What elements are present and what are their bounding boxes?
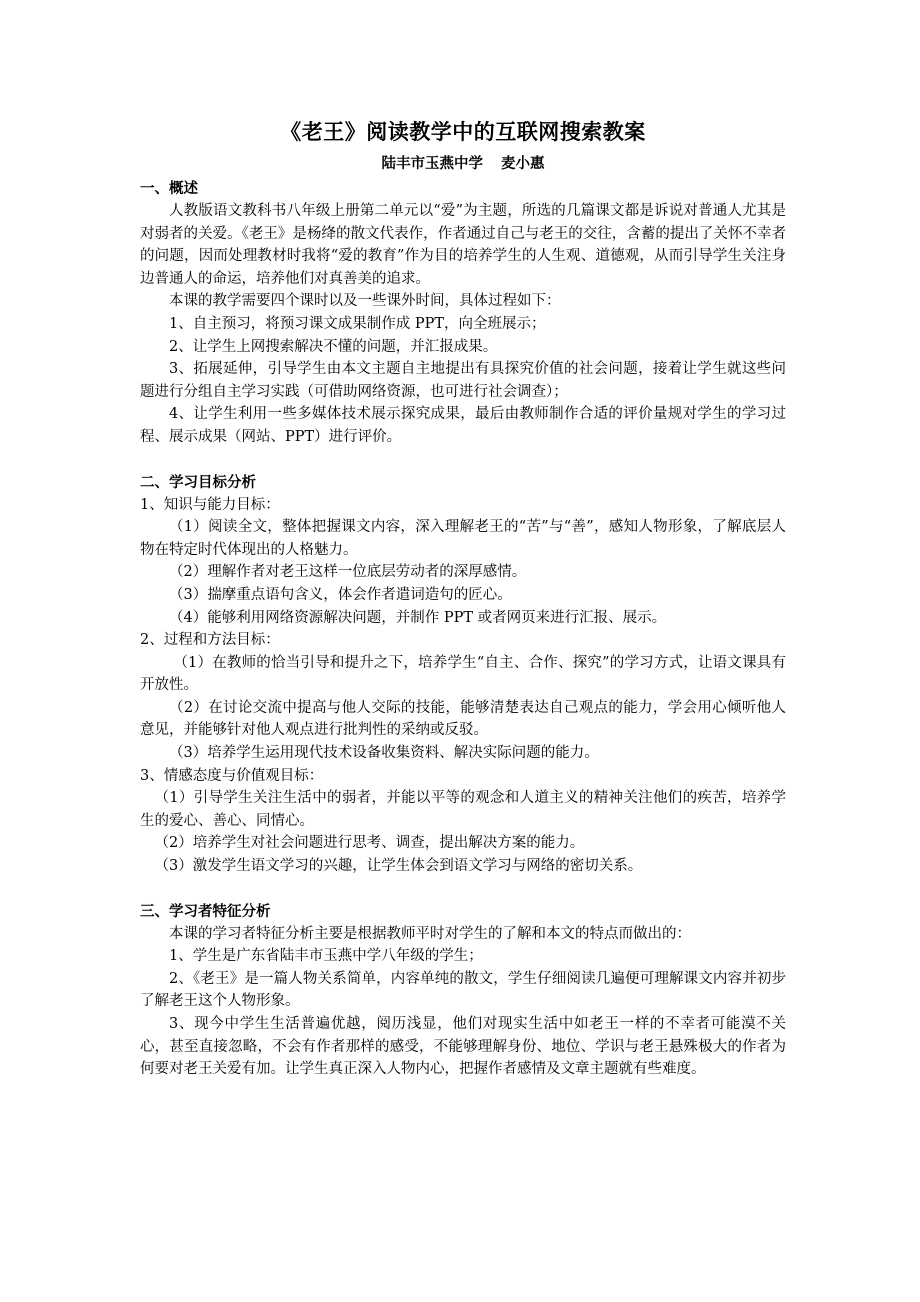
author-line [140, 154, 786, 174]
list-item: （1）在教师的恰当引导和提升之下，培养学生“自主、合作、探究”的学习方式，让语文课具有开放性。 [140, 654, 786, 694]
list-item: 1、学生是广东省陆丰市玉燕中学八年级的学生； [169, 948, 483, 965]
document-page [140, 118, 786, 1081]
list-item: 4、让学生利用一些多媒体技术展示探究成果，最后由教师制作合适的评价量规对学生的学习过程、展示成果（网站、PPT）进行评价。 [140, 406, 786, 445]
section-heading-objectives: 二、学习目标分析 [140, 473, 256, 491]
list-item: （2）培养学生对社会问题进行思考、调查，提出解决方案的能力。 [154, 835, 585, 852]
list-item: （1）阅读全文，整体把握课文内容，深入理解老王的“苦”与“善”，感知人物形象，了解底层人物在特定时代体现出的人格魅力。 [140, 519, 786, 558]
list-item: （2）理解作者对老王这样一位底层劳动者的深厚感情。 [169, 564, 527, 581]
section-heading-learners: 三、学习者特征分析 [140, 902, 271, 920]
paragraph: 本课的教学需要四个课时以及一些课外时间，具体过程如下： [169, 293, 561, 310]
school-name: 陆丰市玉燕中学 [381, 155, 483, 172]
subheading: 3、情感态度与价值观目标： [140, 767, 324, 784]
list-item: 3、拓展延伸，引导学生由本文主题自主地提出有具探究价值的社会问题，接着让学生就这些问题进行分组自主学习实践（可借助网络资源，也可进行社会调查）； [140, 361, 786, 400]
section-heading-overview: 一、概述 [140, 180, 198, 197]
list-item: 3、现今中学生生活普遍优越，阅历浅显，他们对现实生活中如老王一样的不幸者可能漠不关心，甚至直接忽略，不会有作者那样的感受，不能够理解身份、地位、学识与老王悬殊极大的作者为何要对老王关爱有加。让学生真正深入人物内心，把握作者感情及文章主题就有些难度。 [140, 1016, 786, 1078]
document-title: 《老王》阅读教学中的互联网搜索教案 [280, 119, 646, 144]
list-item: 2、《老王》是一篇人物关系简单，内容单纯的散文，学生仔细阅读几遍便可理解课文内容并初步了解老王这个人物形象。 [140, 970, 786, 1010]
list-item: （4）能够利用网络资源解决问题，并制作 PPT 或者网页来进行汇报、展示。 [169, 609, 667, 626]
list-item: 1、自主预习，将预习课文成果制作成 PPT，向全班展示； [169, 315, 546, 332]
spacer [140, 449, 786, 472]
list-item: （2）在讨论交流中提高与他人交际的技能，能够清楚表达自己观点的能力，学会用心倾听他人意见，并能够针对他人观点进行批判性的采纳或反驳。 [140, 699, 786, 739]
list-item: （3）激发学生语文学习的兴趣，让学生体会到语文学习与网络的密切关系。 [154, 858, 643, 875]
list-item: 2、让学生上网搜索解决不懂的问题，并汇报成果。 [169, 338, 498, 355]
list-item: （3）揣摩重点语句含义，体会作者遣词造句的匠心。 [169, 586, 512, 603]
author-name: 麦小惠 [501, 155, 545, 172]
subheading: 2、过程和方法目标： [140, 632, 280, 649]
paragraph: 人教版语文教科书八年级上册第二单元以“爱”为主题，所选的几篇课文都是诉说对普通人尤其是对弱者的关爱。《老王》是杨绛的散文代表作，作者通过自己与老王的交往，含蓄的提出了关怀不幸者的问题，因而处理教材时我将“爱的教育”作为目的培养学生的人生观、道德观，从而引导学生关注身边普通人的命运，培养他们对真善美的追求。 [140, 203, 786, 287]
list-item: （3）培养学生运用现代技术设备收集资料、解决实际问题的能力。 [169, 745, 599, 762]
spacer [140, 878, 786, 901]
paragraph: 本课的学习者特征分析主要是根据教师平时对学生的了解和本文的特点而做出的： [169, 925, 691, 942]
subheading: 1、知识与能力目标： [140, 496, 280, 513]
list-item: （1）引导学生关注生活中的弱者，并能以平等的观念和人道主义的精神关注他们的疾苦，培养学生的爱心、善心、同情心。 [140, 790, 786, 829]
